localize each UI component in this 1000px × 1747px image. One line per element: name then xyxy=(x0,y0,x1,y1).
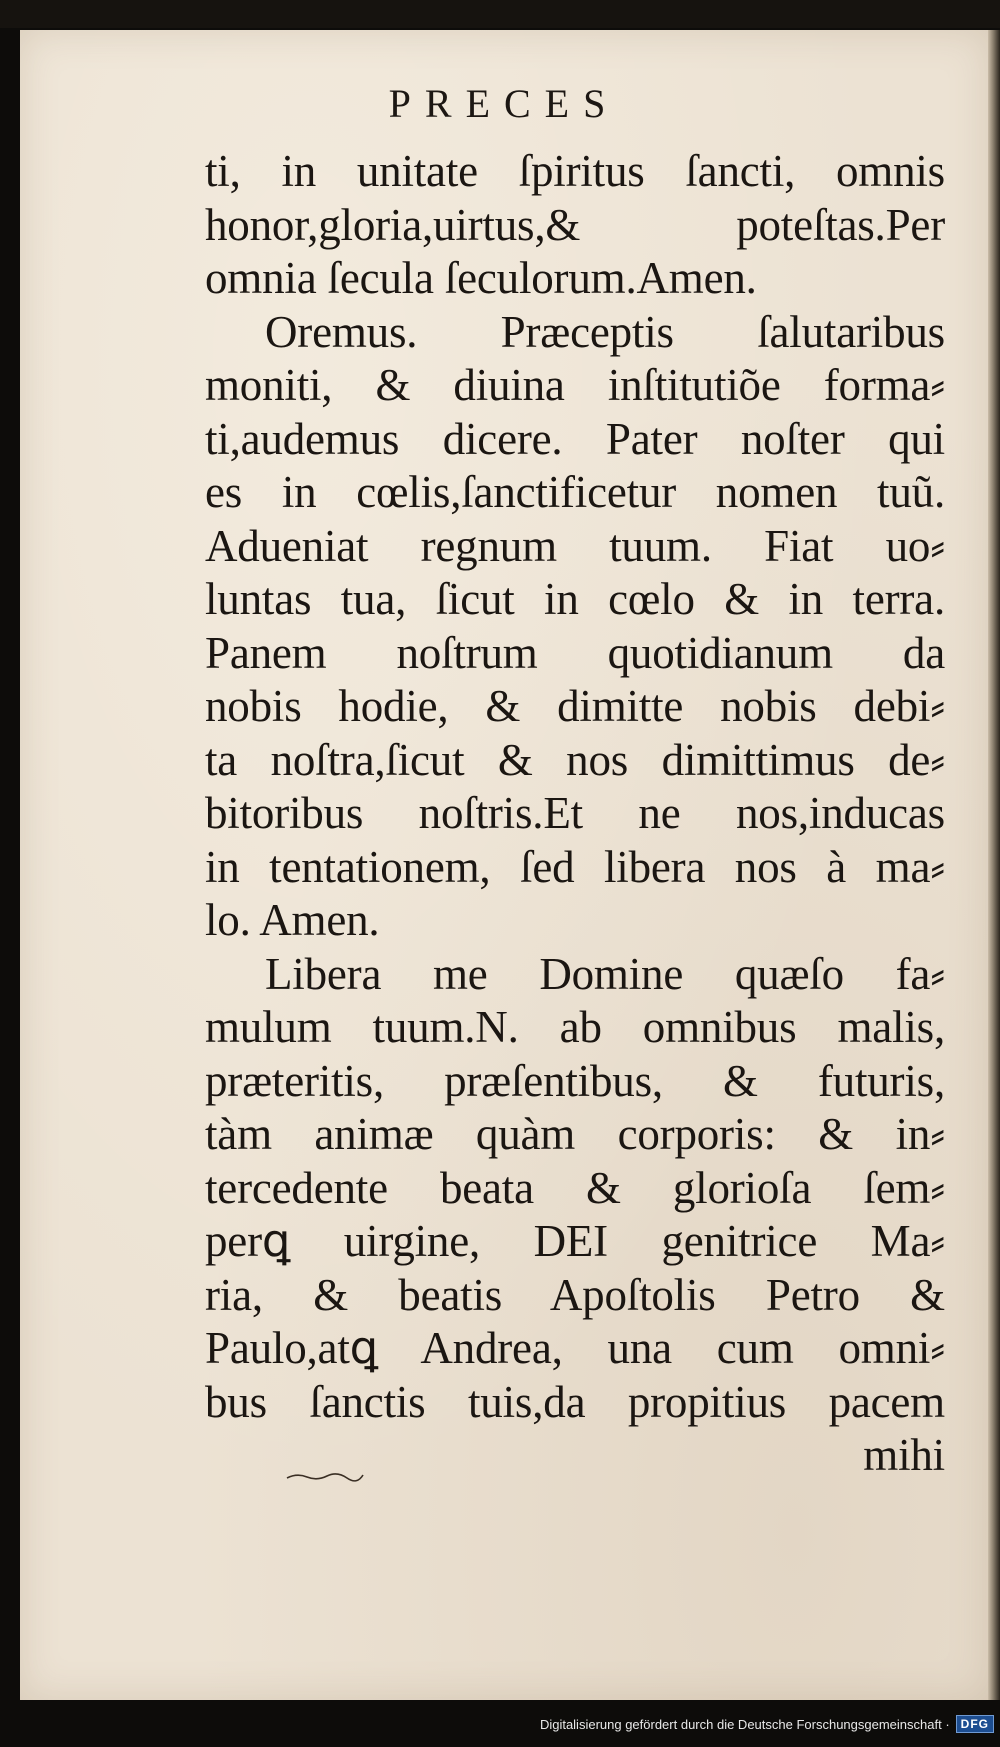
text-line: Oremus. Præceptis ſalutaribus xyxy=(265,306,945,357)
running-head: PRECES xyxy=(388,81,620,126)
text-line: ta noſtra,ſicut & nos dimittimus de⸗ xyxy=(205,734,945,785)
digitization-credit xyxy=(540,1712,994,1736)
dfg-logo: DFG xyxy=(956,1715,994,1733)
text-line: Adueniat regnum tuum. Fiat uo⸗ xyxy=(205,520,945,571)
scan-background-top xyxy=(0,0,1000,28)
text-line: tercedente beata & glorioſa ſem⸗ xyxy=(205,1162,945,1213)
text-line: bitoribus noſtris.Et ne nos,inducas xyxy=(205,788,945,838)
text-line: ria, & beatis Apoſtolis Petro & xyxy=(205,1269,945,1320)
book-page xyxy=(20,30,988,1700)
text-line: honor,gloria,uirtus,& poteſtas.Per xyxy=(205,199,945,250)
credit-text: Digitalisierung gefördert durch die Deutsche Forschungsgemeinschaft · xyxy=(539,1716,950,1732)
text-line: es in cœlis,ſanctificetur nomen tuũ. xyxy=(205,467,945,517)
text-line: omnia ſecula ſeculorum.Amen. xyxy=(205,253,757,303)
text-line: ti, in unitate ſpiritus ſancti, omnis xyxy=(205,146,945,196)
text-line: Paulo,atꝗ Andrea, una cum omni⸗ xyxy=(205,1323,945,1373)
text-line: mulum tuum.N. ab omnibus malis, xyxy=(205,1002,945,1052)
text-line: tàm animæ quàm corporis: & in⸗ xyxy=(205,1109,945,1159)
text-line: ti,audemus dicere. Pater noſter qui xyxy=(205,413,945,464)
text-line: bus ſanctis tuis,da propitius pacem xyxy=(205,1376,945,1427)
text-line: nobis hodie, & dimitte nobis debi⸗ xyxy=(205,681,945,731)
text-block xyxy=(205,145,945,1483)
text-line: perꝗ uirgine, DEI genitrice Ma⸗ xyxy=(205,1216,945,1266)
text-line: præteritis, præſentibus, & futuris, xyxy=(205,1055,945,1106)
text-line: luntas tua, ſicut in cœlo & in terra. xyxy=(205,574,945,624)
text-line: moniti, & diuina inſtitutiõe forma⸗ xyxy=(205,360,945,410)
printer-mark-ornament xyxy=(285,1470,365,1482)
text-line: Panem noſtrum quotidianum da xyxy=(205,627,945,678)
page-edge-shadow xyxy=(988,30,1000,1700)
text-line: Libera me Domine quæſo fa⸗ xyxy=(265,948,945,999)
catchword: mihi xyxy=(863,1430,945,1480)
text-line: in tentationem, ſed libera nos à ma⸗ xyxy=(205,841,945,892)
text-line: lo. Amen. xyxy=(205,895,380,945)
